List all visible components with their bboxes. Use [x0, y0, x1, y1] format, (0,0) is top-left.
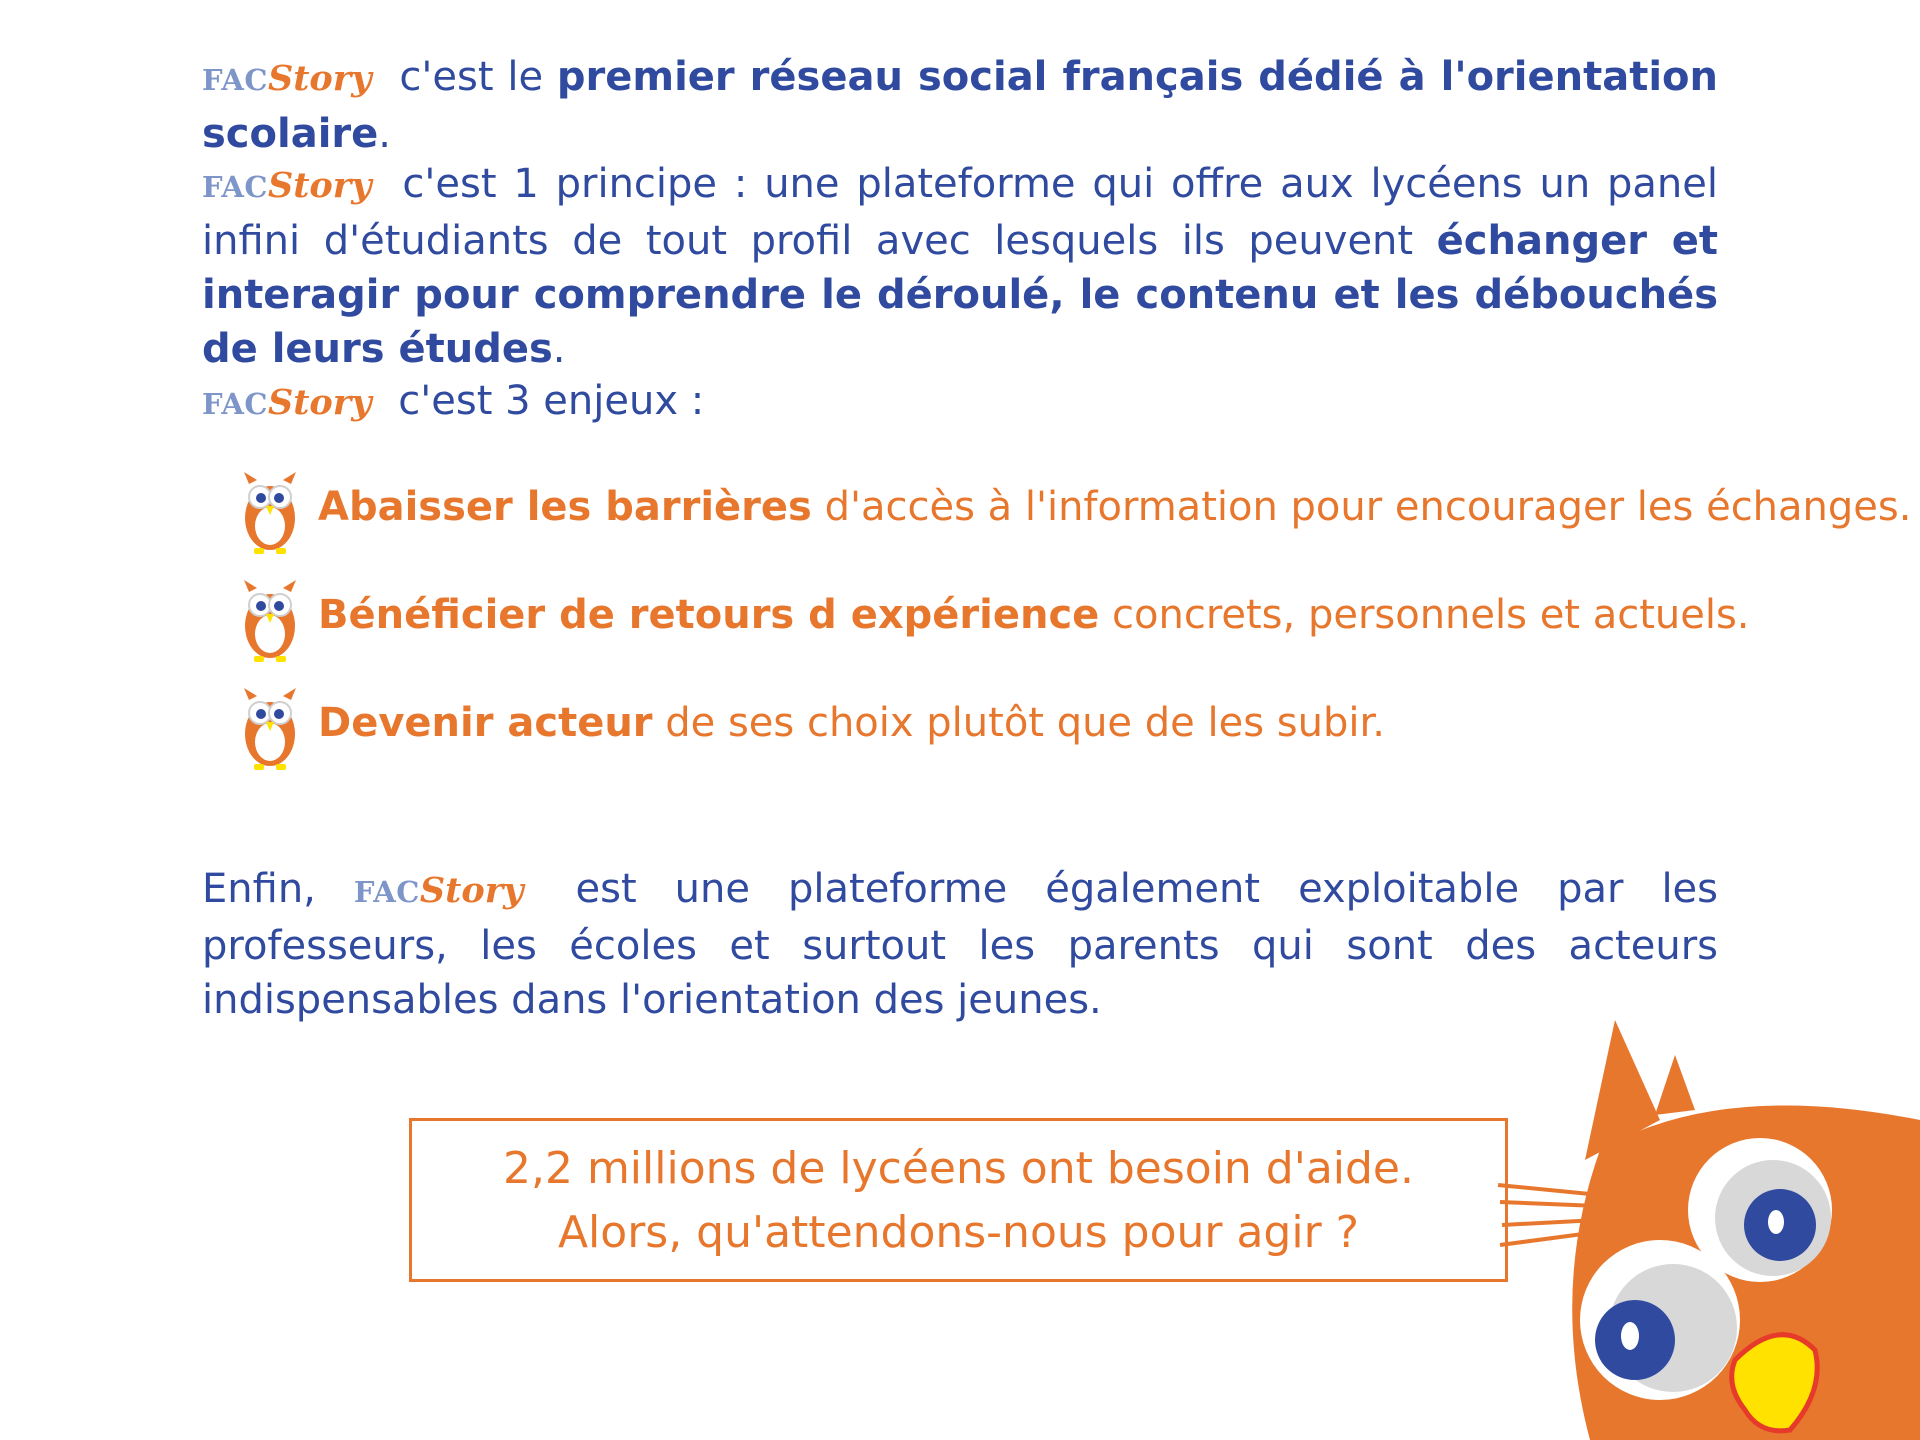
quote-line-1: 2,2 millions de lycéens ont besoin d'aide.	[502, 1143, 1414, 1194]
stakes-heading	[202, 374, 1718, 431]
closing-text: est une plateforme également exploitable par les professeurs, les écoles et surtout les parents qui sont des acteurs indispensables dans l'orientation des jeunes.	[202, 866, 1719, 1023]
stake-text: Bénéficier de retours d expérience concrets, personnels et actuels.	[318, 592, 1750, 638]
stake-text: Devenir acteur de ses choix plutôt que de les subir.	[318, 700, 1385, 746]
facstory-logo: FACStory	[202, 165, 372, 206]
intro-paragraph: FACStory c'est le premier réseau social français dédié à l'orientation scolaire.	[202, 50, 1718, 161]
stake-item	[240, 686, 1740, 776]
owl-icon	[240, 578, 300, 664]
stake-text: Abaisser les barrières d'accès à l'information pour encourager les échanges.	[318, 484, 1912, 530]
facstory-logo: FACStory	[202, 58, 372, 99]
stakes-text: c'est 3 enjeux :	[385, 378, 705, 424]
owl-icon	[240, 470, 300, 556]
intro-text: c'est le	[385, 54, 557, 100]
facstory-logo: FACStory	[353, 870, 524, 911]
facstory-logo: FACStory	[202, 382, 372, 423]
principle-text: c'est 1 principe : une plateforme qui offre aux lycéens un panel infini d'étudiants de tout profil avec lesquels ils peuvent	[202, 161, 1718, 264]
call-to-action-box	[409, 1118, 1508, 1282]
owl-icon	[240, 686, 300, 772]
intro-highlight: premier réseau social français dédié à l'orientation scolaire	[202, 54, 1718, 157]
stake-item	[240, 470, 1912, 560]
principle-paragraph: FACStory c'est 1 principe : une plateforme qui offre aux lycéens un panel infini d'étudiants de tout profil avec lesquels ils peuvent échanger et interagir pour comprendre le déroulé, le contenu et les débouchés de leurs études.	[202, 157, 1718, 376]
closing-paragraph: Enfin, FACStory est une plateforme également exploitable par les professeurs, les écoles et surtout les parents qui sont des acteurs indispensables dans l'orientation des jeunes.	[202, 862, 1718, 1027]
owl-mascot	[1480, 1010, 1920, 1440]
quote-line-2: Alors, qu'attendons-nous pour agir ?	[557, 1207, 1360, 1258]
stake-item	[240, 578, 1750, 668]
principle-highlight: échanger et interagir pour comprendre le déroulé, le contenu et les débouchés de leurs études	[202, 218, 1718, 372]
